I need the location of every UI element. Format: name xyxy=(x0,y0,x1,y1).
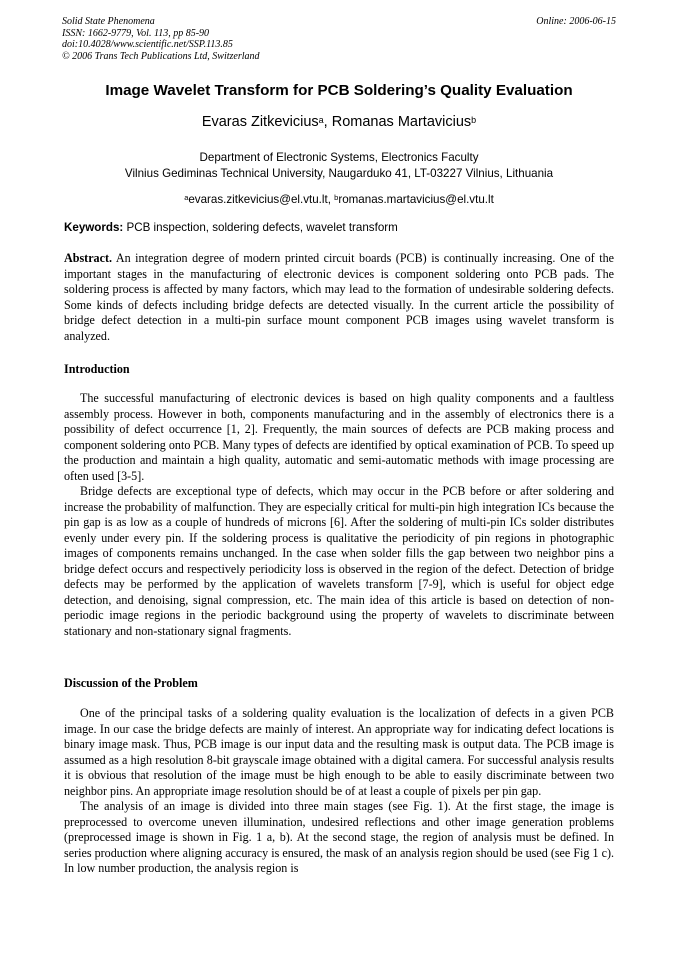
online-date: Online: 2006-06-15 xyxy=(536,16,616,27)
affiliation-line-2: Vilnius Gediminas Technical University, Naugarduko 41, LT-03227 Vilnius, Lithuania xyxy=(124,166,554,180)
affiliation xyxy=(62,150,616,181)
paragraph: The analysis of an image is divided into three main stages (see Fig. 1). At the first stage, the image is preprocessed to overcome uneven illumination, undesired reflections and other image generation problems (preprocessed image is shown in Fig. 1 a, b). At the second stage, the region of analysis must be defined. In series production where aligning accuracy is ensured, the mask of an analysis region should be used (see Fig 1 c). In low number production, the analysis region is xyxy=(64,799,614,875)
email-1-sup: a xyxy=(184,193,189,202)
abstract xyxy=(64,251,614,344)
author-2-sup: b xyxy=(471,115,477,125)
paragraph: One of the principal tasks of a soldering quality evaluation is the localization of defects in a given PCB image. In our case the bridge defects are mainly of interest. An appropriate way for indicating defect locations is binary image mask. Thus, PCB image is our input data and the resulting mask is output data. The PCB image is assumed as a high resolution 8-bit grayscale image obtained with a digital camera. For successful analysis results it is obvious that resolution of the image must be high enough to be able to easily discriminate between two neighbor pins. An appropriate image resolution should be of at least a couple of pixels per pin gap. xyxy=(64,706,614,798)
keywords-text: PCB inspection, soldering defects, wavelet transform xyxy=(123,221,398,234)
email-2-sup: b xyxy=(334,193,339,202)
email-2[interactable]: romanas.martavicius@el.vtu.lt xyxy=(338,193,494,206)
author-2: Romanas Martavicius xyxy=(331,114,472,130)
paper-title: Image Wavelet Transform for PCB Soldering’s Quality Evaluation xyxy=(105,82,573,99)
paragraph: Bridge defects are exceptional type of defects, which may occur in the PCB before or after soldering and increase the probability of malfunction. They are especially critical for multi-pin high integration ICs because the pin gap is as low as a couple of hundreds of microns [6]. After the soldering of multi-pin ICs solder distributes evenly under every pin. If the soldering process is qualitative the periodicity of pin regions in photographic images of components remains unchanged. In the case when solder fills the gap between two neighbor pins a bridge defect occurs and respectively periodicity loss is observed in the region of the defect. Detection of bridge defects may be performed by the application of wavelets transform [7-9], which is useful for object edge detection, and denoising, signal compression, etc. The main idea of this article is based on detection of non-periodic image regions in the periodic background using the property of wavelets to discriminate between stationary and non-stationary signal fragments. xyxy=(64,484,614,638)
section-heading-discussion: Discussion of the Problem xyxy=(64,676,198,690)
section-heading-introduction: Introduction xyxy=(64,362,130,376)
email-line xyxy=(62,193,616,207)
author-1: Evaras Zitkevicius xyxy=(201,114,319,130)
email-separator: , xyxy=(327,193,335,206)
author-1-sup: a xyxy=(318,115,324,125)
author-separator: , xyxy=(323,114,332,130)
email-1[interactable]: evaras.zitkevicius@el.vtu.lt xyxy=(188,193,328,206)
keywords xyxy=(64,221,616,235)
abstract-label: Abstract. xyxy=(64,251,113,265)
affiliation-line-1: Department of Electronic Systems, Electronics Faculty xyxy=(199,151,479,164)
doi-line: doi:10.4028/www.scientific.net/SSP.113.85 xyxy=(62,39,233,50)
introduction-body xyxy=(64,391,614,639)
author-list xyxy=(62,114,616,131)
journal-name: Solid State Phenomena xyxy=(62,16,155,27)
copyright-line: © 2006 Trans Tech Publications Ltd, Switzerland xyxy=(62,50,260,62)
journal-header xyxy=(62,16,616,62)
keywords-label: Keywords: xyxy=(64,221,124,234)
issn-line: ISSN: 1662-9779, Vol. 113, pp 85-90 xyxy=(62,27,210,39)
discussion-body xyxy=(64,706,614,877)
paragraph: The successful manufacturing of electronic devices is based on high quality components and a faultless assembly process. However in both, components manufacturing and in the assembly of electronics there is a possibility of defect occurrence [1, 2]. Frequently, the main sources of defects are PCB making process and component soldering onto PCB. Many types of defects are identified by optical examination of PCB. To speed up the production and maintain a high quality, automatic and semi-automatic methods with image processing are often used [3-5]. xyxy=(64,391,614,483)
abstract-text: An integration degree of modern printed circuit boards (PCB) is continually increasing. One of the important stages in the manufacturing of electronic devices is component soldering onto PCB pads. The soldering process is affected by many factors, which may lead to the formation of undesirable soldering defects. Some kinds of defects including bridge defects are detected visually. In the current article the possibility of bridge defect detection in a multi-pin surface mount component PCB images using wavelet transform is analyzed. xyxy=(64,251,614,343)
